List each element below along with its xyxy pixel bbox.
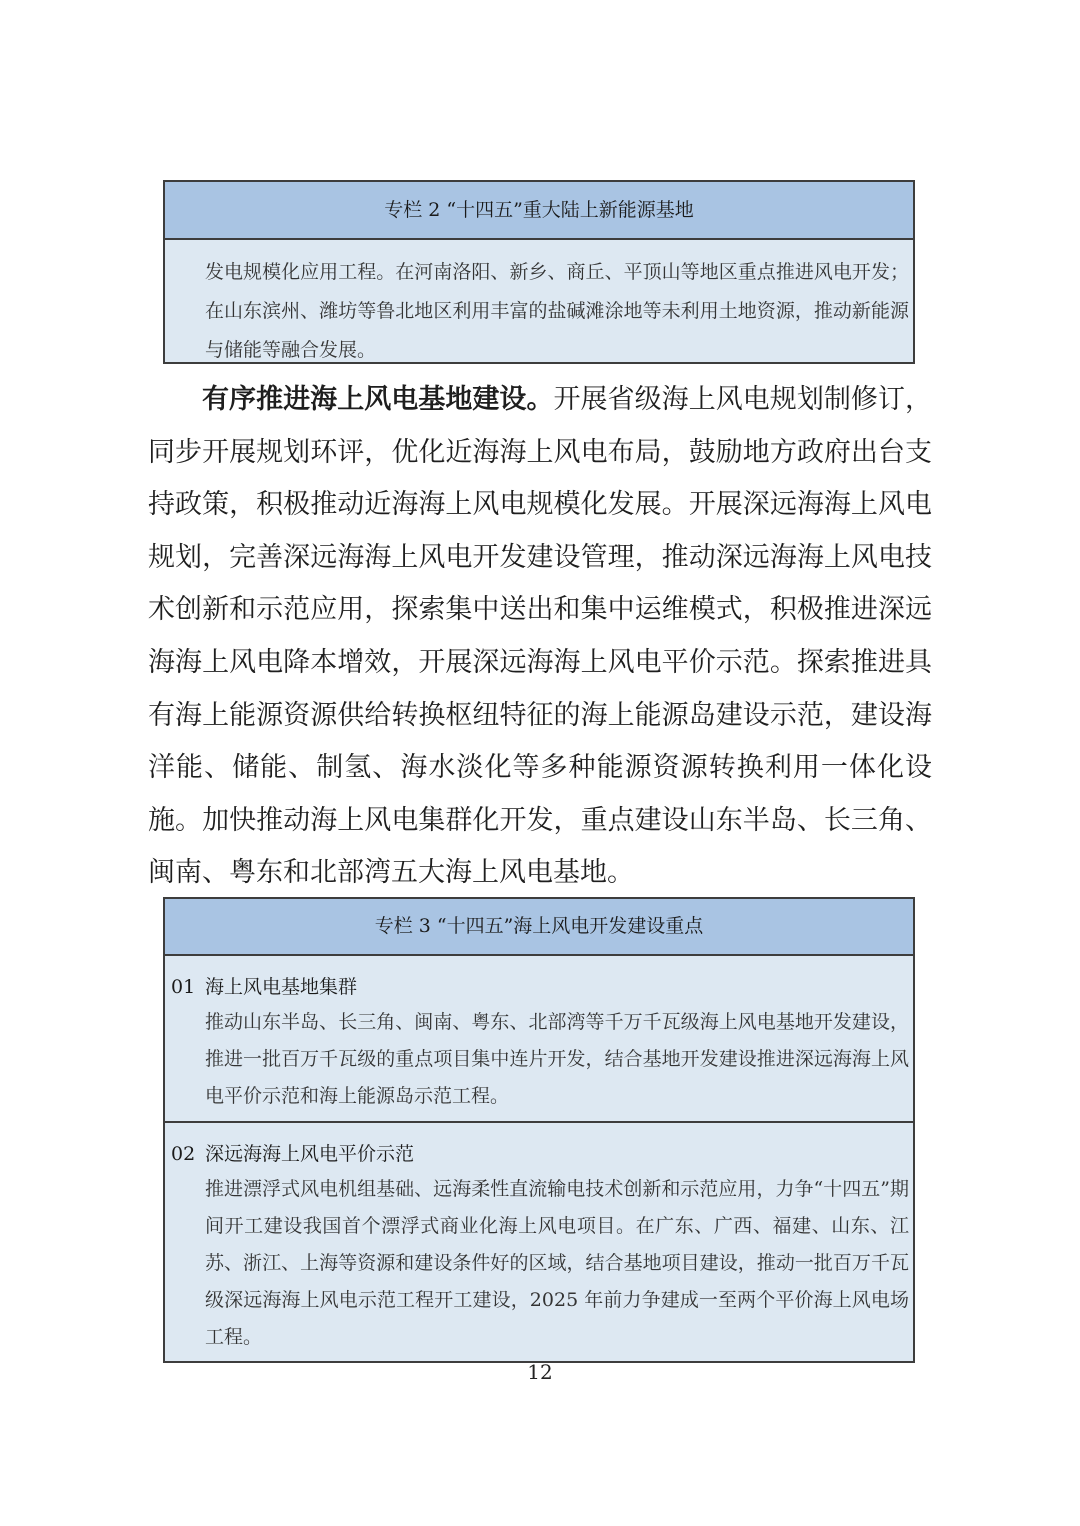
feature-box-2 <box>163 180 915 364</box>
page-number: 12 <box>527 1360 553 1384</box>
section-text: 推进漂浮式风电机组基础、远海柔性直流输电技术创新和示范应用，力争“十四五”期间开工建设我国首个漂浮式商业化海上风电项目。在广东、广西、福建、山东、江苏、浙江、上海等资源和建设条件好的区域，结合基地项目建设，推动一批百万千瓦级深远海海上风电示范工程开工建设，2025 年前力争建成一至两个平价海上风电场工程。 <box>205 1178 909 1348</box>
feature-box-3 <box>163 897 915 1363</box>
section-number: 02 <box>171 1143 196 1165</box>
feature-section-01 <box>165 956 913 1121</box>
feature-box-2-body: 发电规模化应用工程。在河南洛阳、新乡、商丘、平顶山等地区重点推进风电开发；在山东滨州、潍坊等鲁北地区利用丰富的盐碱滩涂地等未利用土地资源，推动新能源与储能等融合发展。 <box>205 261 909 361</box>
section-heading <box>165 956 913 1004</box>
section-text: 推动山东半岛、长三角、闽南、粤东、北部湾等千万千瓦级海上风电基地开发建设，推进一批百万千瓦级的重点项目集中连片开发，结合基地开发建设推进深远海海上风电平价示范和海上能源岛示范工程。 <box>205 1011 909 1107</box>
feature-box-3-title: 专栏 3 “十四五”海上风电开发建设重点 <box>165 899 913 956</box>
paragraph-text: 开展省级海上风电规划制修订，同步开展规划环评，优化近海海上风电布局，鼓励地方政府出台支持政策，积极推动近海海上风电规模化发展。开展深远海海上风电规划，完善深远海海上风电开发建设管理，推动深远海海上风电技术创新和示范应用，探索集中送出和集中运维模式，积极推进深远海海上风电降本增效，开展深远海海上风电平价示范。探索推进具有海上能源资源供给转换枢纽特征的海上能源岛建设示范，建设海洋能、储能、制氢、海水淡化等多种能源资源转换利用一体化设施。加快推动海上风电集群化开发，重点建设山东半岛、长三角、闽南、粤东和北部湾五大海上风电基地。 <box>148 384 932 889</box>
section-heading <box>165 1123 913 1171</box>
section-title: 海上风电基地集群 <box>205 976 358 998</box>
feature-section-02 <box>165 1121 913 1361</box>
section-title: 深远海海上风电平价示范 <box>205 1143 415 1165</box>
paragraph-lead: 有序推进海上风电基地建设。 <box>202 384 554 415</box>
main-paragraph <box>148 374 932 900</box>
section-number: 01 <box>171 976 196 998</box>
feature-box-2-title: 专栏 2 “十四五”重大陆上新能源基地 <box>165 182 913 240</box>
